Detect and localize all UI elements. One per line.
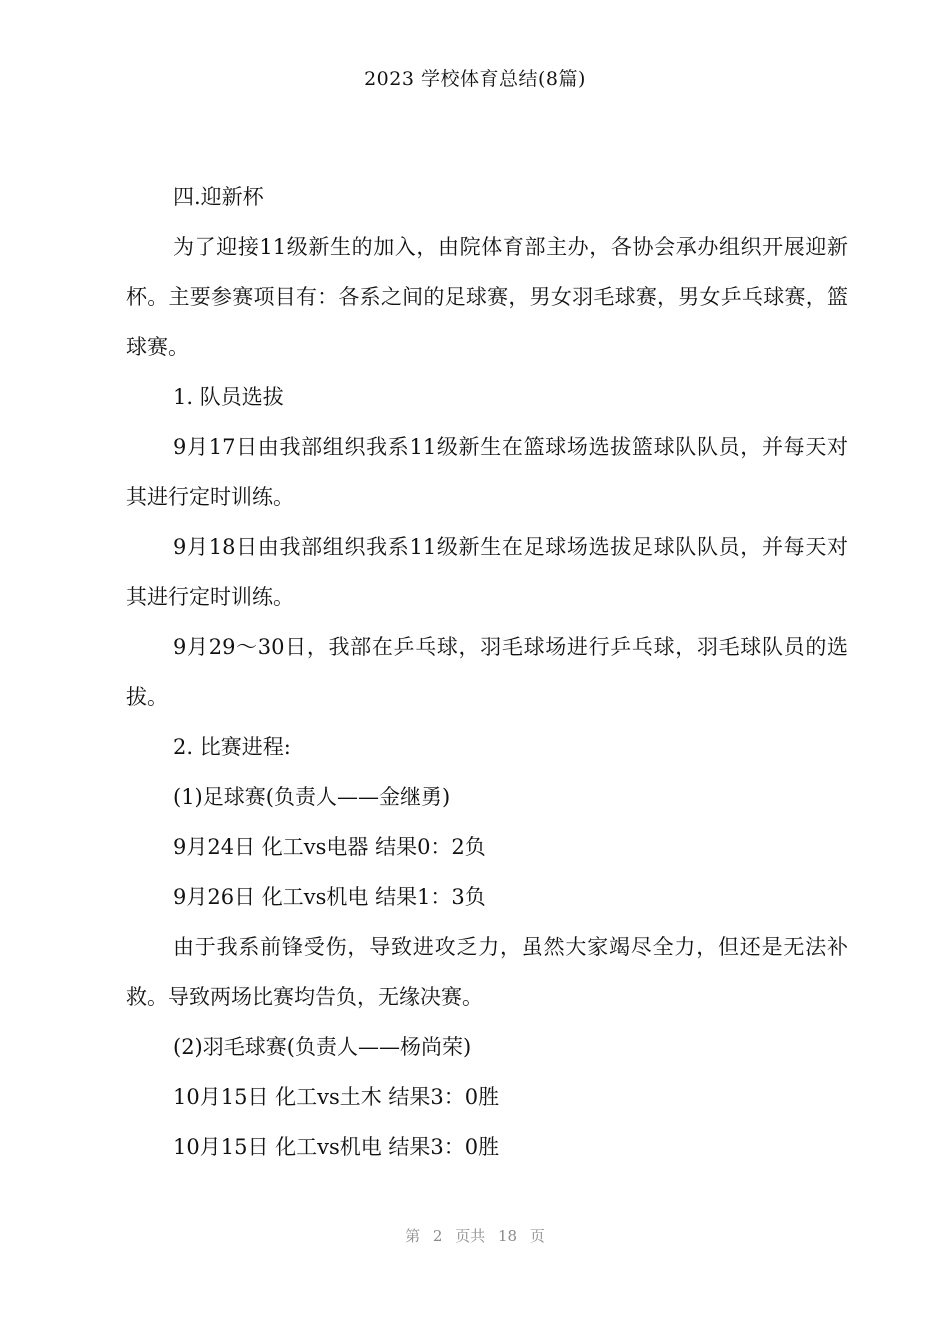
body-paragraph: 为了迎接11级新生的加入，由院体育部主办，各协会承办组织开展迎新杯。主要参赛项目有：各系之间的足球赛，男女羽毛球赛，男女乒乓球赛，篮球赛。 <box>126 235 848 359</box>
document-body <box>126 172 848 1172</box>
match-result: 9月26日 化工vs机电 结果1：3负 <box>173 885 486 909</box>
section-heading: 四.迎新杯 <box>173 185 264 209</box>
subsection-heading: 2. 比赛进程: <box>173 735 291 759</box>
body-paragraph: 由于我系前锋受伤，导致进攻乏力，虽然大家竭尽全力，但还是无法补救。导致两场比赛均告负，无缘决赛。 <box>126 935 848 1009</box>
subsection-heading: 1. 队员选拔 <box>173 385 284 409</box>
body-paragraph: 9月18日由我部组织我系11级新生在足球场选拔足球队队员，并每天对其进行定时训练。 <box>126 535 848 609</box>
document-title: 2023 学校体育总结(8篇) <box>364 68 586 90</box>
match-result: 10月15日 化工vs机电 结果3：0胜 <box>173 1135 500 1159</box>
match-result: 9月24日 化工vs电器 结果0：2负 <box>173 835 486 859</box>
body-paragraph: 9月17日由我部组织我系11级新生在篮球场选拔篮球队队员，并每天对其进行定时训练。 <box>126 435 848 509</box>
list-heading: (2)羽毛球赛(负责人——杨尚荣) <box>173 1035 472 1059</box>
match-result: 10月15日 化工vs土木 结果3：0胜 <box>173 1085 500 1109</box>
list-heading: (1)足球赛(负责人——金继勇) <box>173 785 451 809</box>
body-paragraph: 9月29～30日，我部在乒乓球，羽毛球场进行乒乓球，羽毛球队员的选拔。 <box>126 635 848 709</box>
page-number-footer: 第 2 页共 18 页 <box>405 1227 545 1245</box>
